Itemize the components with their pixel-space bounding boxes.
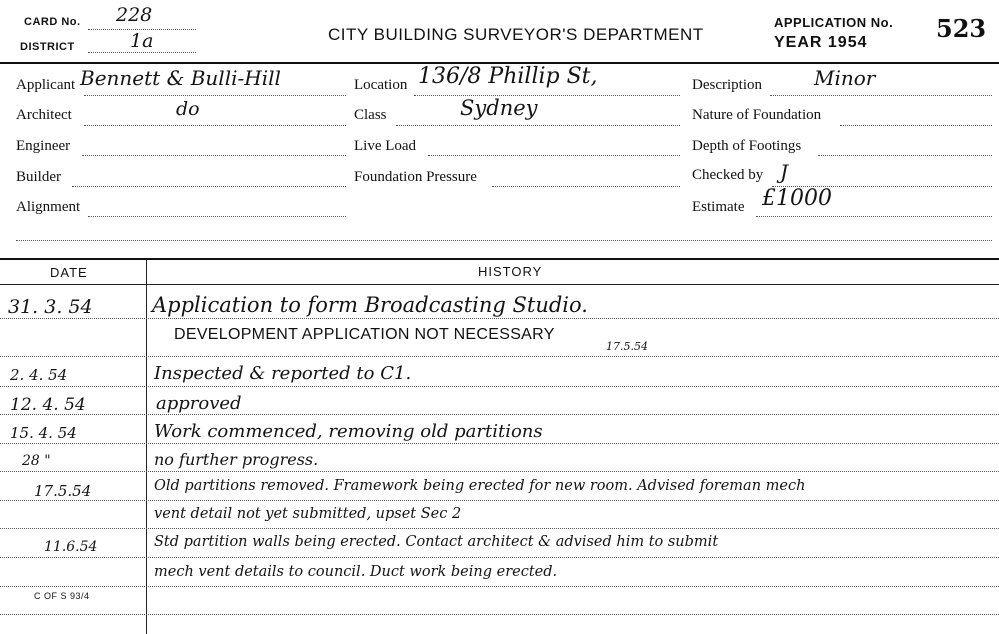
class-value: Sydney <box>460 96 538 120</box>
date-column-header: DATE <box>50 265 88 280</box>
live-load-label: Live Load <box>354 138 417 154</box>
development-application-stamp: DEVELOPMENT APPLICATION NOT NECESSARY <box>174 326 555 343</box>
nature-of-foundation-label: Nature of Foundation <box>692 107 822 123</box>
architect-label: Architect <box>16 107 72 123</box>
history-row-date: 17.5.54 <box>34 482 92 500</box>
history-column-header: HISTORY <box>478 264 543 279</box>
alignment-label: Alignment <box>16 199 81 215</box>
architect-value: do <box>176 98 200 120</box>
history-row-text: Work commenced, removing old partitions <box>154 421 543 442</box>
year-label: YEAR 1954 <box>774 34 868 51</box>
history-row-text: Old partitions removed. Framework being erected for new room. Advised foreman mech <box>154 478 806 494</box>
history-row-text: Application to form Broadcasting Studio. <box>152 293 588 317</box>
department-title: CITY BUILDING SURVEYOR'S DEPARTMENT <box>328 25 704 44</box>
checked-by-label: Checked by <box>692 167 764 183</box>
history-row-text: no further progress. <box>154 450 319 469</box>
applicant-label: Applicant <box>16 77 76 93</box>
builder-label: Builder <box>16 169 61 185</box>
description-value: Minor <box>814 66 876 90</box>
stamp-date: 17.5.54 <box>606 340 648 353</box>
applicant-value: Bennett & Bulli-Hill <box>80 66 281 90</box>
district-value: 1a <box>130 30 154 52</box>
form-code: C OF S 93/4 <box>34 591 90 601</box>
history-row-date: 11.6.54 <box>44 539 98 555</box>
class-label: Class <box>354 107 387 123</box>
history-row-date: 2. 4. 54 <box>10 366 68 384</box>
history-row-text: mech vent details to council. Duct work being erected. <box>154 564 558 580</box>
district-label: DISTRICT <box>20 41 75 53</box>
history-row-date: 28 " <box>22 453 51 469</box>
foundation-pressure-label: Foundation Pressure <box>354 169 477 185</box>
location-value: 136/8 Phillip St, <box>418 64 598 89</box>
location-label: Location <box>354 77 408 93</box>
description-label: Description <box>692 77 762 93</box>
history-row-text: approved <box>156 393 242 414</box>
history-row-text: vent detail not yet submitted, upset Sec 2 <box>154 506 462 522</box>
estimate-value: £1000 <box>762 186 832 211</box>
history-row-text: Std partition walls being erected. Contact architect & advised him to submit <box>154 534 719 550</box>
card-no-value: 228 <box>116 4 153 26</box>
checked-by-value: J <box>780 160 789 184</box>
history-row-date: 31. 3. 54 <box>8 296 93 318</box>
history-row-date: 15. 4. 54 <box>10 424 77 442</box>
estimate-label: Estimate <box>692 199 745 215</box>
application-no-value: 523 <box>936 14 987 43</box>
history-row-text: Inspected & reported to C1. <box>154 363 412 384</box>
history-row-date: 12. 4. 54 <box>10 395 86 415</box>
application-no-label: APPLICATION No. <box>774 15 894 30</box>
card-no-label: CARD No. <box>24 16 81 28</box>
depth-of-footings-label: Depth of Footings <box>692 138 802 154</box>
engineer-label: Engineer <box>16 138 71 154</box>
